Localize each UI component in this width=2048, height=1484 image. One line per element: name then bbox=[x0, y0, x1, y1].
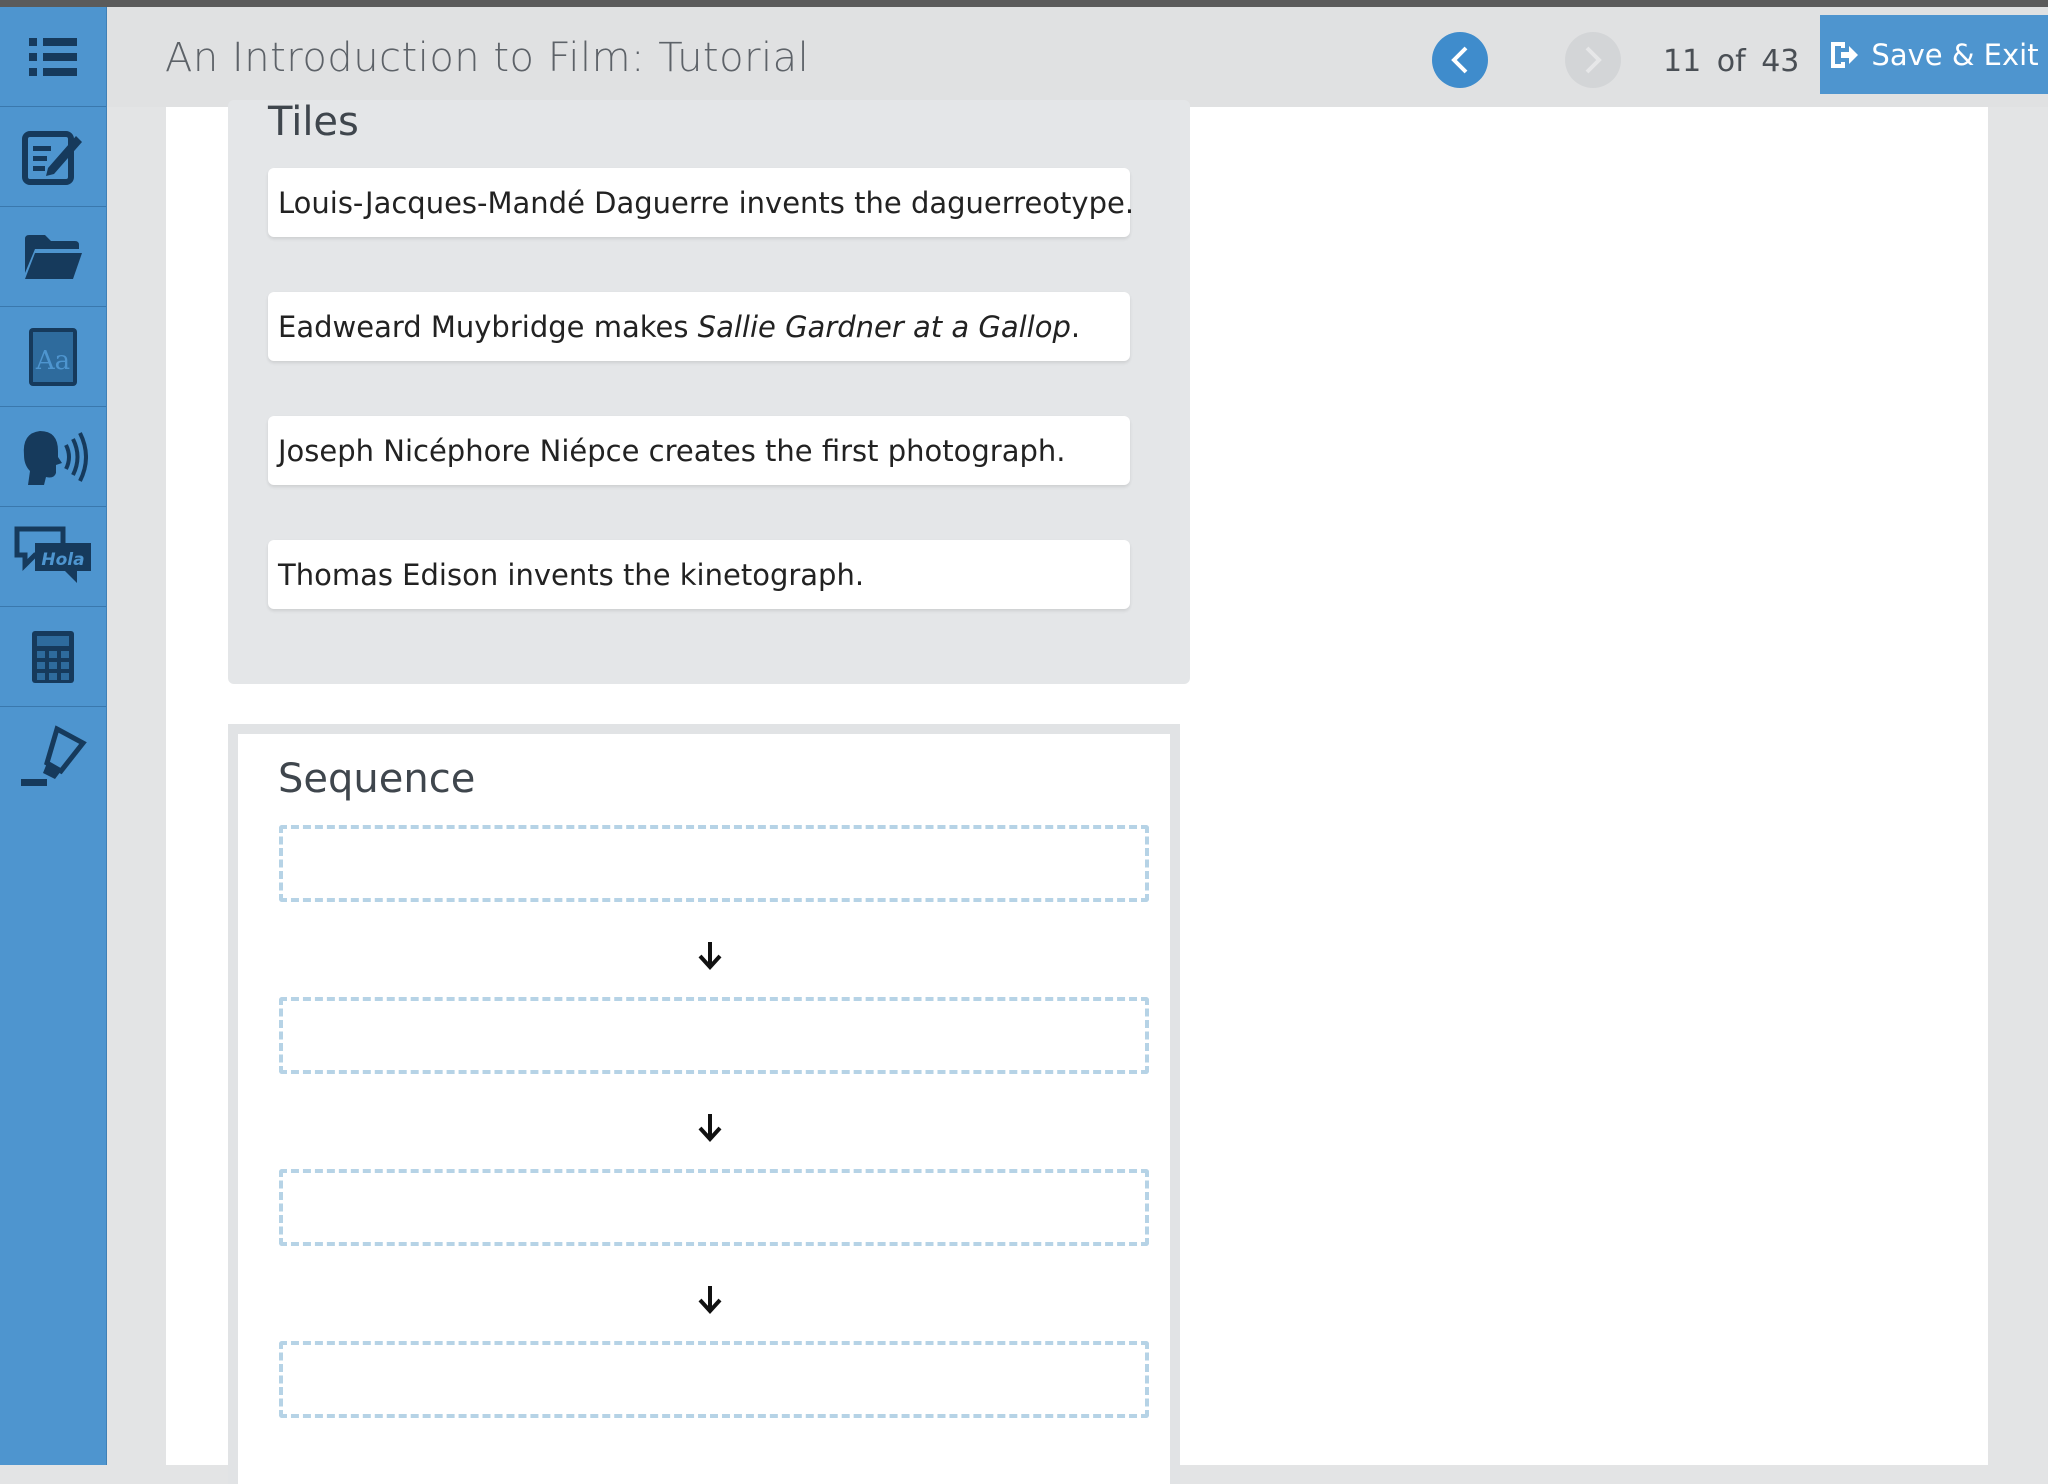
sidebar-item-calculator[interactable] bbox=[0, 607, 106, 707]
tiles-heading: Tiles bbox=[268, 99, 359, 145]
top-strip bbox=[0, 0, 2048, 7]
sequence-heading: Sequence bbox=[278, 756, 476, 802]
previous-button[interactable] bbox=[1432, 32, 1488, 88]
tile-edison[interactable] bbox=[268, 540, 1130, 609]
page-counter bbox=[1663, 44, 1799, 79]
notepad-icon bbox=[22, 128, 84, 186]
total-pages: 43 bbox=[1761, 44, 1800, 79]
tile-muybridge[interactable] bbox=[268, 292, 1130, 361]
page-of-label: of bbox=[1716, 44, 1746, 79]
folder-icon bbox=[23, 233, 83, 281]
sidebar-item-files[interactable] bbox=[0, 207, 106, 307]
list-icon bbox=[27, 36, 79, 78]
tile-text-title: Sallie Gardner at a Gallop bbox=[697, 309, 1071, 344]
arrow-down-icon bbox=[696, 940, 724, 970]
sidebar bbox=[0, 7, 107, 1465]
sidebar-item-notepad[interactable] bbox=[0, 107, 106, 207]
sidebar-item-text-to-speech[interactable] bbox=[0, 407, 106, 507]
tile-niepce[interactable] bbox=[268, 416, 1130, 485]
text-to-speech-icon bbox=[18, 427, 88, 487]
sidebar-item-translate[interactable] bbox=[0, 507, 106, 607]
tile-text-prefix: Eadweard Muybridge makes bbox=[278, 309, 698, 344]
tile-text: Joseph Nicéphore Niépce creates the first photograph. bbox=[278, 433, 1066, 468]
current-page: 11 bbox=[1663, 44, 1702, 79]
chevron-right-icon bbox=[1582, 45, 1604, 75]
calculator-icon bbox=[30, 629, 76, 685]
header-bar bbox=[107, 7, 2048, 107]
tile-daguerreotype[interactable] bbox=[268, 168, 1135, 237]
tile-text: Louis-Jacques-Mandé Daguerre invents the daguerreotype. bbox=[278, 185, 1135, 220]
svg-text:Aa: Aa bbox=[35, 345, 71, 376]
save-exit-label: Save & Exit bbox=[1871, 37, 2039, 72]
sidebar-item-contents[interactable] bbox=[0, 7, 106, 107]
dictionary-icon bbox=[25, 326, 81, 388]
sequence-slot-1[interactable] bbox=[279, 825, 1149, 902]
page-title: An Introduction to Film: Tutorial bbox=[165, 35, 810, 81]
exit-icon bbox=[1829, 40, 1859, 70]
sidebar-item-highlighter[interactable] bbox=[0, 707, 106, 806]
sequence-slot-3[interactable] bbox=[279, 1169, 1149, 1246]
save-exit-button[interactable] bbox=[1820, 15, 2048, 94]
translate-icon bbox=[13, 525, 93, 589]
tile-text-suffix: . bbox=[1070, 309, 1081, 344]
next-button[interactable] bbox=[1565, 32, 1621, 88]
sequence-slot-2[interactable] bbox=[279, 997, 1149, 1074]
chevron-left-icon bbox=[1449, 45, 1471, 75]
sidebar-item-dictionary[interactable] bbox=[0, 307, 106, 407]
arrow-down-icon bbox=[696, 1284, 724, 1314]
tile-text: Thomas Edison invents the kinetograph. bbox=[278, 557, 865, 592]
arrow-down-icon bbox=[696, 1112, 724, 1142]
svg-text:Hola: Hola bbox=[41, 549, 85, 570]
highlighter-icon bbox=[17, 725, 89, 789]
sequence-slot-4[interactable] bbox=[279, 1341, 1149, 1418]
